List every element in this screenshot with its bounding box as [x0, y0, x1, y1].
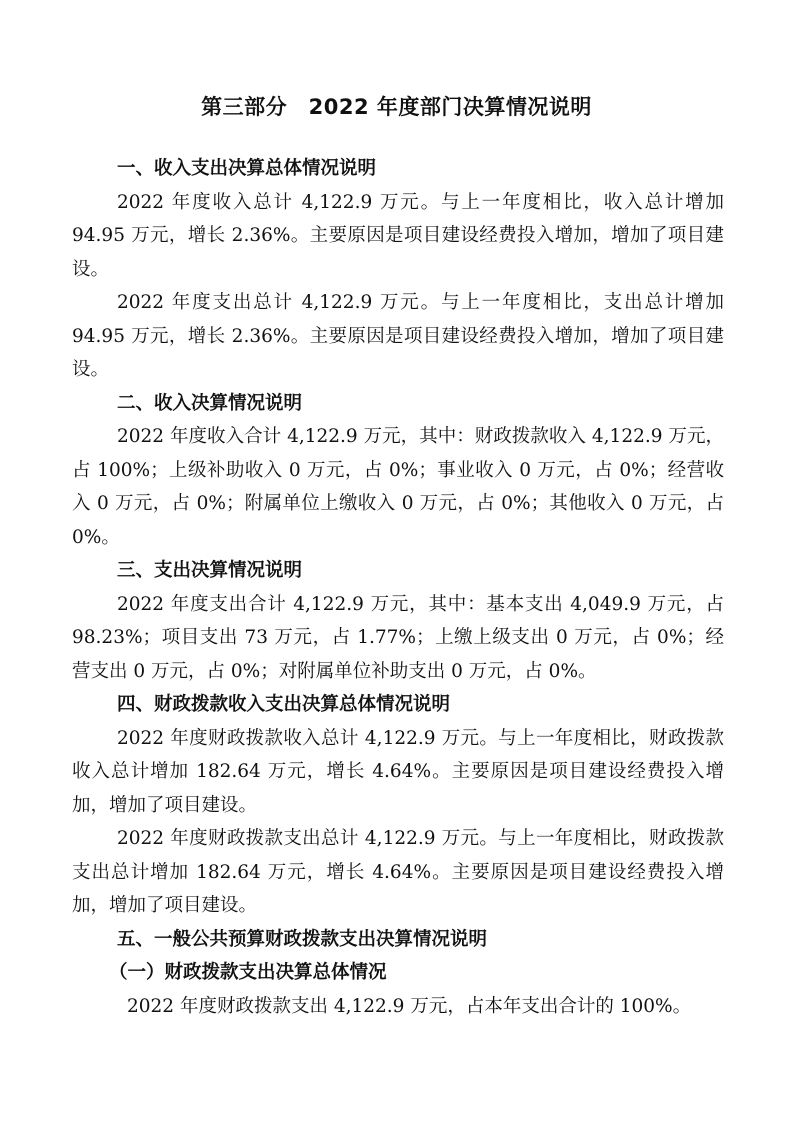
section-heading-1: 一、收入支出决算总体情况说明	[117, 158, 377, 179]
section-heading-4: 四、财政拨款收入支出决算总体情况说明	[117, 694, 451, 715]
section-heading-2: 二、收入决算情况说明	[117, 392, 303, 414]
page-title: 第三部分 2022 年度部门决算情况说明	[201, 95, 592, 119]
paragraph-income-detail: 2022 年度收入合计 4,122.9 万元，其中：财政拨款收入 4,122.9 万元，占 100%；上级补助收入 0 万元，占 0%；事业收入 0 万元，占 0%；经营收入 0 万元，占 0%；附属单位上缴收入 0 万元，占 0%；其他收入 0 万元，占 0%。	[72, 426, 724, 548]
subsection-heading-5-1: （一）财政拨款支出决算总体情况	[109, 962, 387, 983]
paragraph-fiscal-expenditure: 2022 年度财政拨款支出总计 4,122.9 万元。与上一年度相比，财政拨款支出总计增加 182.64 万元，增长 4.64%。主要原因是项目建设经费投入增加，增加了项目建设。	[72, 828, 724, 916]
paragraph-income-total: 2022 年度收入总计 4,122.9 万元。与上一年度相比，收入总计增加 94.95 万元，增长 2.36%。主要原因是项目建设经费投入增加，增加了项目建设。	[72, 191, 724, 280]
paragraph-fiscal-expenditure-overall: 2022 年度财政拨款支出 4,122.9 万元，占本年支出合计的 100%。	[127, 995, 692, 1017]
section-heading-5: 五、一般公共预算财政拨款支出决算情况说明	[117, 928, 488, 950]
paragraph-fiscal-income: 2022 年度财政拨款收入总计 4,122.9 万元。与上一年度相比，财政拨款收入总计增加 182.64 万元，增长 4.64%。主要原因是项目建设经费投入增加，增加了项目建设。	[72, 727, 724, 816]
section-heading-3: 三、支出决算情况说明	[117, 560, 303, 581]
paragraph-expenditure-total: 2022 年度支出总计 4,122.9 万元。与上一年度相比，支出总计增加 94.95 万元，增长 2.36%。主要原因是项目建设经费投入增加，增加了项目建设。	[72, 292, 724, 380]
document-body	[72, 152, 724, 1023]
paragraph-expenditure-detail: 2022 年度支出合计 4,122.9 万元，其中：基本支出 4,049.9 万元，占 98.23%；项目支出 73 万元，占 1.77%；上缴上级支出 0 万元，占 0%；经营支出 0 万元，占 0%；对附属单位补助支出 0 万元，占 0%。	[72, 593, 724, 682]
